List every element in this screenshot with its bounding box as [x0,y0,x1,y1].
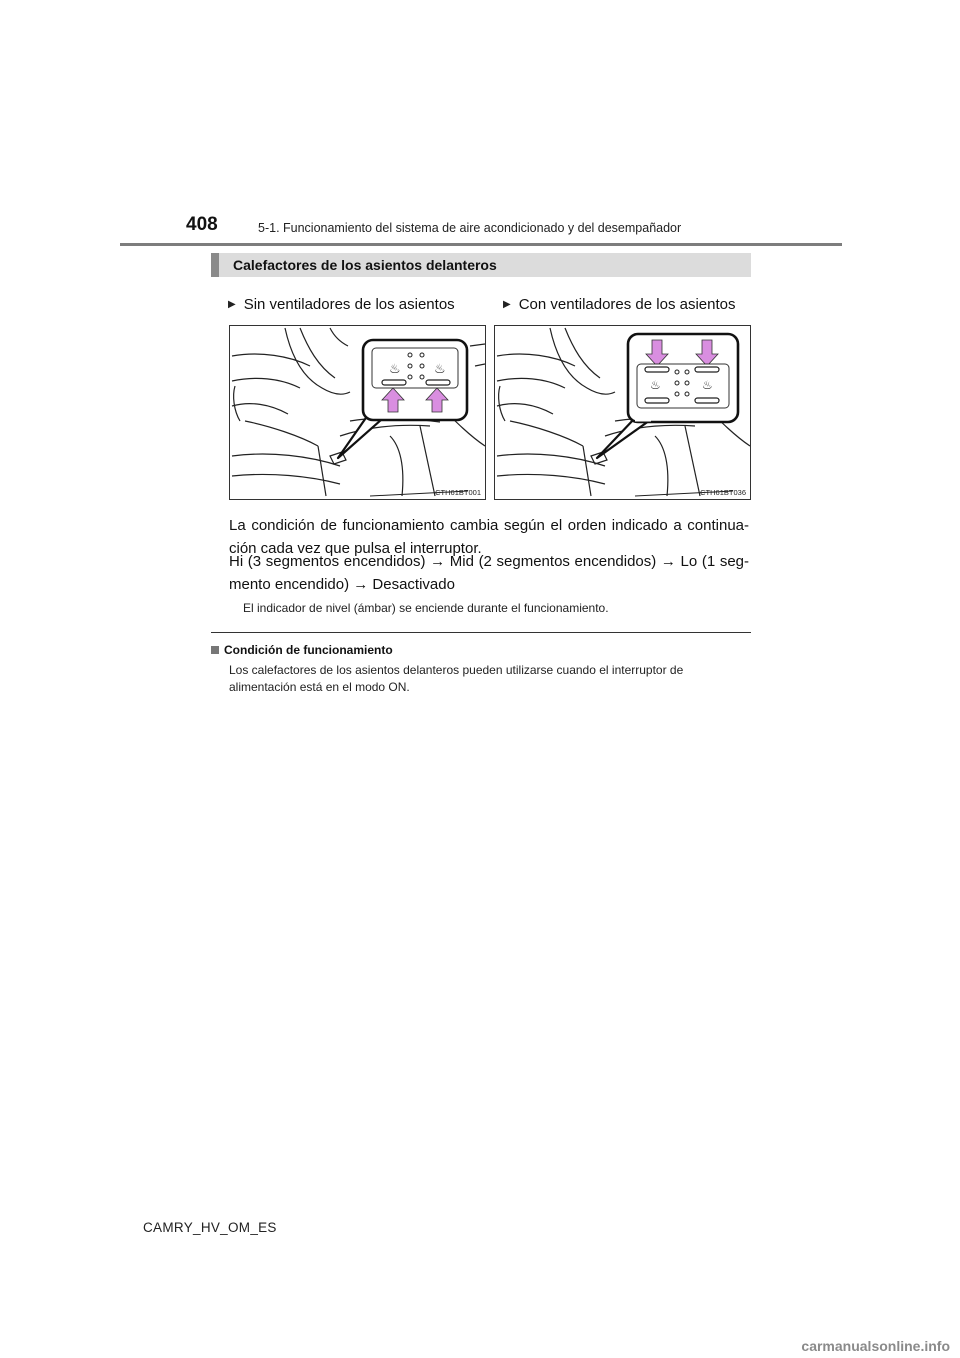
svg-text:♨: ♨ [650,378,661,392]
condition-text: Los calefactores de los asientos delanteros pueden utilizarse cuando el interruptor de alimentación está en el modo ON. [229,663,684,694]
console-drawing [230,326,486,500]
figure-caption-with-fans [503,296,736,313]
header-rule [120,243,842,246]
square-bullet-icon [211,646,219,654]
caption-text: Sin ventiladores de los asientos [243,296,455,313]
section-header [211,253,751,277]
condition-heading [211,643,393,657]
page-number: 408 [186,214,218,235]
svg-text:♨: ♨ [389,362,401,377]
figure-caption-without-fans [228,296,455,313]
mode-sequence: Hi (3 segmentos encendidos) → Mid (2 segmentos encendidos) → Lo (1 seg-mento encendido) → Desactivado [229,553,749,593]
console-drawing [495,326,751,500]
triangle-bullet-icon: ▶ [228,299,236,310]
triangle-bullet-icon: ▶ [503,299,511,310]
illustration-seat-heater-fan-switch [494,325,751,500]
figure-code: CTH61BT001 [435,488,481,497]
chapter-title: 5-1. Funcionamiento del sistema de aire acondicionado y del desempañador [258,221,682,235]
illustration-seat-heater-switch [229,325,486,500]
figure-code: CTH61BT036 [700,488,746,497]
section-title: Calefactores de los asientos delanteros [233,257,497,273]
svg-text:♨: ♨ [702,378,713,392]
caption-text: Con ventiladores de los asientos [518,296,736,313]
section-divider [211,632,751,633]
svg-text:♨: ♨ [434,362,446,377]
indicator-note: El indicador de nivel (ámbar) se enciende durante el funcionamiento. [243,601,609,615]
watermark: carmanualsonline.info [801,1338,950,1354]
manual-code: CAMRY_HV_OM_ES [143,1220,277,1235]
operation-description: La condición de funcionamiento cambia según el orden indicado a continua-ción cada vez que pulsa el interruptor. [229,517,749,557]
condition-title: Condición de funcionamiento [224,643,393,657]
